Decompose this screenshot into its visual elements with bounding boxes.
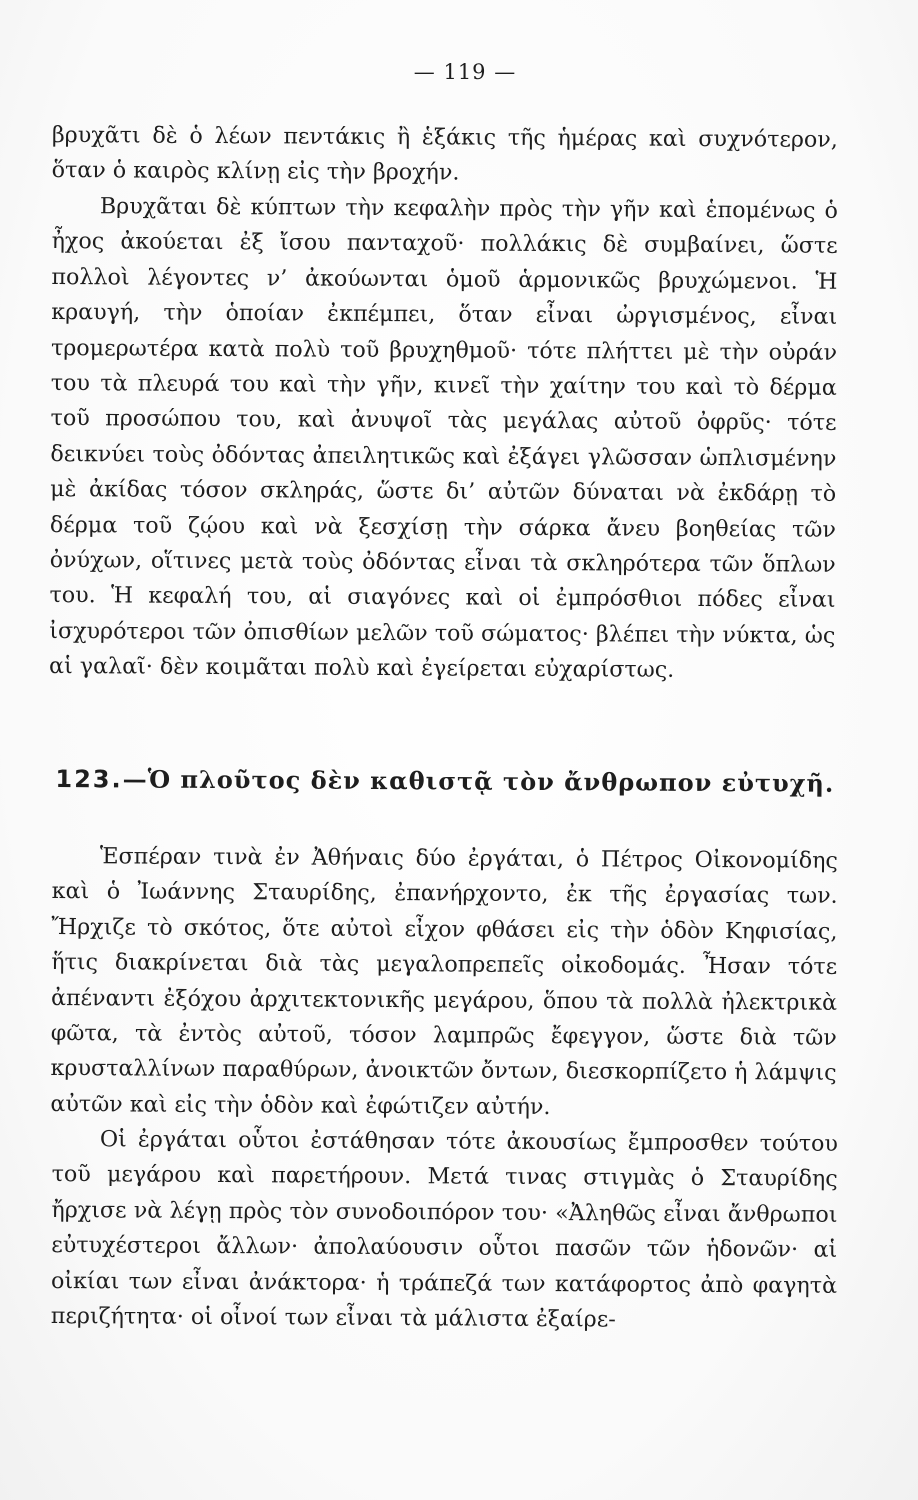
- section-number: 123.: [55, 764, 123, 793]
- section-heading: [52, 759, 838, 804]
- top-text-block: [49, 118, 838, 685]
- paragraph: βρυχᾶτι δὲ ὁ λέων πεντάκις ἢ ἑξάκις τῆς ἡμέρας καὶ συχνότερον, ὅταν ὁ καιρὸς κλίνῃ εἰς τὴν βροχήν.: [51, 121, 838, 186]
- paragraph: Ἑσπέραν τινὰ ἐν Ἀθήναις δύο ἐργάται, ὁ Πέτρος Οἰκονομίδης καὶ ὁ Ἰωάννης Σταυρίδης, ἐπανήρχοντο, ἐκ τῆς ἐργασίας των. Ἤρχιζε τὸ σκότος, ὅτε αὐτοὶ εἶχον φθάσει εἰς τὴν ὁδὸν Κηφισίας, ἥτις διακρίνεται διὰ τὰς μεγαλοπρεπεῖς οἰκοδομάς. Ἦσαν τότε ἀπέναντι ἐξόχου ἀρχιτεκτονικῆς μεγάρου, ὅπου τὰ πολλὰ ἠλεκτρικὰ φῶτα, τὰ ἐντὸς αὐτοῦ, τόσον λαμπρῶς ἔφεγγον, ὥστε διὰ τῶν κρυσταλλίνων παραθύρων, ἀνοικτῶν ὄντων, διεσκορπίζετο ἡ λάμψις αὐτῶν καὶ εἰς τὴν ὁδὸν καὶ ἐφώτιζεν αὐτήν.: [50, 842, 838, 1120]
- section-body: [52, 839, 838, 1335]
- section-title: —Ὁ πλοῦτος δὲν καθιστᾷ τὸν ἄνθρωπον εὐτυχῆ.: [122, 763, 835, 798]
- paragraph: Οἱ ἐργάται οὗτοι ἐστάθησαν τότε ἀκουσίως ἔμπροσθεν τούτου τοῦ μεγάρου καὶ παρετήρουν. Μετά τινας στιγμὰς ὁ Σταυρίδης ἤρχισε νὰ λέγῃ πρὸς τὸν συνοδοιπόρον του· «Ἀληθῶς εἶναι ἄνθρωποι εὐτυχέστεροι ἄλλων· ἀπολαύουσιν οὗτοι πασῶν τῶν ἡδονῶν· αἱ οἰκίαι των εἶναι ἀνάκτορα· ἡ τράπεζά των κατάφορτος ἀπὸ φαγητὰ περιζήτητα· οἱ οἶνοί των εἶναι τὰ μάλιστα ἐξαίρε-: [50, 1126, 838, 1333]
- page-number: — 119 —: [413, 60, 517, 84]
- paragraph: Βρυχᾶται δὲ κύπτων τὴν κεφαλὴν πρὸς τὴν γῆν καὶ ἑπομένως ὁ ἦχος ἀκούεται ἐξ ἴσου πανταχοῦ· πολλάκις δὲ συμβαίνει, ὥστε πολλοὶ λέγοντες ν’ ἀκούωνται ὁμοῦ ἁρμονικῶς βρυχώμενοι. Ἡ κραυγή, τὴν ὁποίαν ἐκπέμπει, ὅταν εἶναι ὠργισμένος, εἶναι τρομερωτέρα κατὰ πολὺ τοῦ βρυχηθμοῦ· τότε πλήττει μὲ τὴν οὐράν του τὰ πλευρά του καὶ τὴν γῆν, κινεῖ τὴν χαίτην του καὶ τὸ δέρμα τοῦ προσώπου του, καὶ ἀνυψοῖ τὰς μεγάλας αὐτοῦ ὀφρῦς· τότε δεικνύει τοὺς ὀδόντας ἀπειλητικῶς καὶ ἐξάγει γλῶσσαν ὡπλισμένην μὲ ἀκίδας τόσον σκληράς, ὥστε δι’ αὐτῶν δύναται νὰ ἐκδάρῃ τὸ δέρμα τοῦ ζῴου καὶ νὰ ξεσχίσῃ τὴν σάρκα ἄνευ βοηθείας τῶν ὀνύχων, οἵτινες μετὰ τοὺς ὀδόντας εἶναι τὰ σκληρότερα τῶν ὅπλων του. Ἡ κεφαλή του, αἱ σιαγόνες καὶ οἱ ἐμπρόσθιοι πόδες εἶναι ἰσχυρότεροι τῶν ὀπισθίων μελῶν τοῦ σώματος· βλέπει τὴν νύκτα, ὡς αἱ γαλαῖ· δὲν κοιμᾶται πολὺ καὶ ἐγείρεται εὐχαρίστως.: [49, 193, 838, 683]
